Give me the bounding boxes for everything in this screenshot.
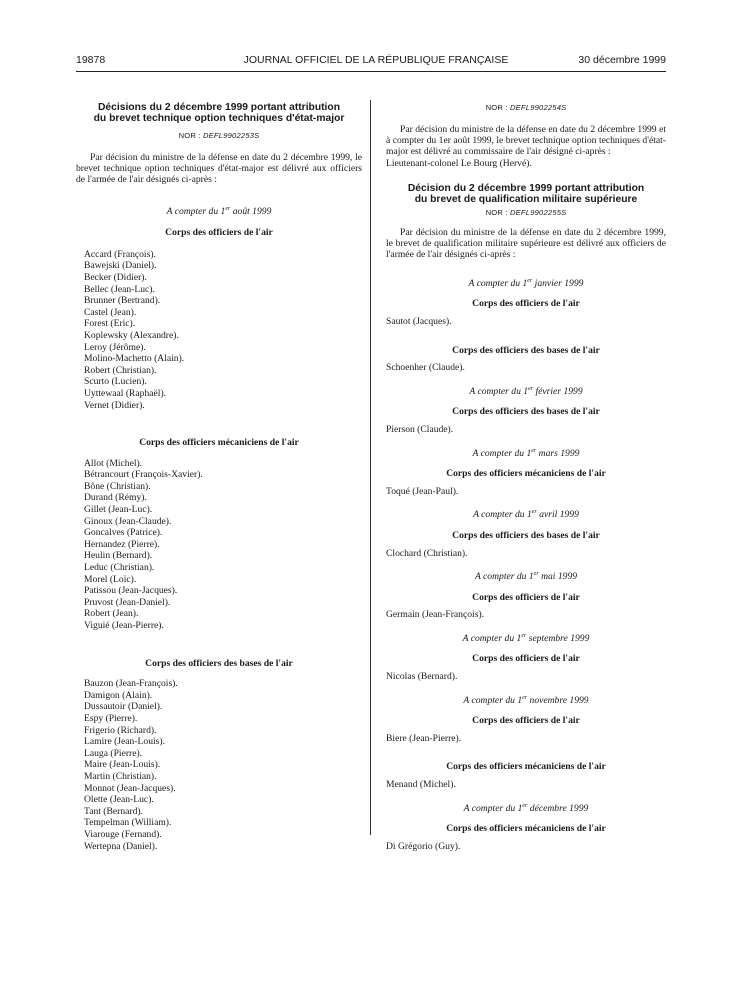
date-sup: er xyxy=(521,632,527,639)
corps-heading: Corps des officiers de l'air xyxy=(165,227,273,239)
left-column xyxy=(76,102,362,852)
officer-name: Espy (Pierre). xyxy=(84,712,138,724)
officer-name: Patissou (Jean-Jacques). xyxy=(84,585,178,597)
officer-name: Martin (Christian). xyxy=(84,770,157,782)
effective-date xyxy=(386,633,666,645)
officer-name: Toqué (Jean-Paul). xyxy=(386,485,459,497)
officer-name: Menand (Michel). xyxy=(386,779,456,791)
officer-name: Morel (Loïc). xyxy=(84,573,137,585)
decision-title-2-line-1: Décision du 2 décembre 1999 portant attribution xyxy=(407,183,645,195)
corps-heading: Corps des officiers des bases de l'air xyxy=(452,406,600,418)
officer-name: Allot (Michel). xyxy=(84,457,143,469)
officer-name: Tant (Bernard). xyxy=(84,805,143,817)
date-sup: er xyxy=(225,205,231,212)
officer-name: Olette (Jean-Luc). xyxy=(84,794,154,806)
officer-name: Accard (François). xyxy=(84,248,156,260)
officer-name: Biere (Jean-Pierre). xyxy=(386,732,462,744)
officer-name: Brunner (Bertrand). xyxy=(84,295,161,307)
date-prefix: A compter du 1 xyxy=(474,571,534,583)
effective-date xyxy=(386,509,666,521)
officer-name: Clochard (Christian). xyxy=(386,547,468,559)
officer-name: Lauga (Pierre). xyxy=(84,747,143,759)
corps-heading: Corps des officiers de l'air xyxy=(472,298,580,310)
officer-name: Robert (Christian). xyxy=(84,364,157,376)
decision-paragraph-1: Par décision du ministre de la défense en date du 2 décembre 1999, le brevet technique option techniques d'état-major est délivré aux officiers de l'armée de l'air désignés ci-après : xyxy=(76,151,362,185)
date-suffix: septembre 1999 xyxy=(526,632,590,644)
officer-name: Hernandez (Pierre). xyxy=(84,538,160,550)
officer-name: Monnot (Jean-Jacques). xyxy=(84,782,176,794)
decision-title-2 xyxy=(386,183,666,205)
officer-name: Molino-Machetto (Alain). xyxy=(84,353,185,365)
officer-name: Durand (Rémy). xyxy=(84,492,147,504)
effective-date xyxy=(386,386,666,398)
corps-heading: Corps des officiers mécaniciens de l'air xyxy=(139,437,299,449)
officer-name: Bétrancourt (François-Xavier). xyxy=(84,469,203,481)
header-rule xyxy=(76,71,666,72)
date-sup: er xyxy=(527,277,533,284)
officer-name: Uyttewaal (Raphaël). xyxy=(84,387,167,399)
person-entry: Lieutenant-colonel Le Bourg (Hervé). xyxy=(386,157,532,169)
decision-paragraph-3: Par décision du ministre de la défense en date du 2 décembre 1999, le brevet de qualification militaire supérieure est délivré aux officiers de l'armée de l'air désignés ci-après : xyxy=(386,226,666,260)
officer-name: Leroy (Jérôme). xyxy=(84,341,146,353)
officer-name: Pruvost (Jean-Daniel). xyxy=(84,596,171,608)
officer-name: Frigerio (Richard). xyxy=(84,724,157,736)
page-number: 19878 xyxy=(76,54,106,66)
date-sup: er xyxy=(528,385,534,392)
decision-paragraph-2: Par décision du ministre de la défense en date du 2 décembre 1999 et à compter du 1er août 1999, le brevet technique option techniques d'état-major est délivré au commissaire de l'air désigné ci-après : xyxy=(386,123,666,157)
nor-code: DEFL9902254S xyxy=(509,103,567,112)
officer-name: Dussautoir (Daniel). xyxy=(84,701,163,713)
effective-date xyxy=(386,803,666,815)
date-suffix: novembre 1999 xyxy=(527,694,589,706)
publication-date: 30 décembre 1999 xyxy=(578,54,666,66)
date-suffix: mai 1999 xyxy=(538,571,578,583)
effective-date xyxy=(386,695,666,707)
officer-name: Maire (Jean-Louis). xyxy=(84,759,161,771)
officer-name: Koplewsky (Alexandre). xyxy=(84,329,179,341)
nor-code: DEFL9902255S xyxy=(509,208,567,218)
officer-name: Ginoux (Jean-Claude). xyxy=(84,515,172,527)
officer-name: Castel (Jean). xyxy=(84,306,137,318)
officer-name: Becker (Didier). xyxy=(84,271,147,283)
officer-name: Damigon (Alain). xyxy=(84,689,153,701)
nor-reference-3 xyxy=(386,207,666,219)
date-sup: er xyxy=(522,802,528,809)
corps-heading: Corps des officiers mécaniciens de l'air xyxy=(446,761,606,773)
date-suffix: avril 1999 xyxy=(536,509,579,521)
officer-name: Sautot (Jacques). xyxy=(386,315,452,327)
date-sup: er xyxy=(522,694,528,701)
corps-heading: Corps des officiers mécaniciens de l'air xyxy=(446,468,606,480)
date-sup: er xyxy=(531,447,537,454)
decision-title-1-line-2: du brevet technique option techniques d'état-major xyxy=(93,113,345,124)
corps-heading: Corps des officiers des bases de l'air xyxy=(452,529,600,541)
corps-heading: Corps des officiers de l'air xyxy=(472,591,580,603)
nor-reference-2 xyxy=(386,102,666,114)
officer-name: Forest (Eric). xyxy=(84,318,136,330)
journal-title: JOURNAL OFFICIEL DE LA RÉPUBLIQUE FRANÇAISE xyxy=(243,54,509,66)
nor-reference-1 xyxy=(76,130,362,142)
date-sup: er xyxy=(533,570,539,577)
officer-name: Nicolas (Bernard). xyxy=(386,671,458,683)
effective-date xyxy=(386,571,666,583)
officer-name: Tempelman (William). xyxy=(84,817,172,829)
date-prefix: A compter du 1 xyxy=(463,802,523,814)
corps-heading: Corps des officiers de l'air xyxy=(472,715,580,727)
date-prefix: A compter du 1 xyxy=(166,205,226,217)
date-suffix: janvier 1999 xyxy=(532,277,584,289)
officer-name: Viguié (Jean-Pierre). xyxy=(84,620,164,631)
date-suffix: février 1999 xyxy=(533,385,583,397)
officer-name: Viarouge (Fernand). xyxy=(84,828,162,840)
date-prefix: A compter du 1 xyxy=(468,277,528,289)
date-suffix: août 1999 xyxy=(230,205,272,217)
date-suffix: mars 1999 xyxy=(536,447,580,459)
officer-name: Lamire (Jean-Louis). xyxy=(84,736,165,748)
corps-heading: Corps des officiers de l'air xyxy=(472,653,580,665)
date-prefix: A compter du 1 xyxy=(472,447,532,459)
officer-name: Bawejski (Daniel). xyxy=(84,260,157,272)
effective-date xyxy=(386,448,666,460)
decision-title-2-line-2: du brevet de qualification militaire supérieure xyxy=(414,194,638,206)
corps-groups xyxy=(76,227,362,852)
nor-label: NOR : xyxy=(485,208,508,218)
nor-code: DEFL9902253S xyxy=(202,131,260,140)
date-prefix: A compter du 1 xyxy=(463,694,523,706)
corps-heading: Corps des officiers des bases de l'air xyxy=(452,344,600,356)
effective-date xyxy=(76,206,362,218)
column-divider xyxy=(370,100,371,835)
officer-name: Scurto (Lucien). xyxy=(84,376,147,388)
date-suffix: décembre 1999 xyxy=(527,802,589,814)
officer-name: Gillet (Jean-Luc). xyxy=(84,504,153,516)
officer-name: Germain (Jean-François). xyxy=(386,609,485,621)
officer-name: Leduc (Christian). xyxy=(84,562,155,574)
effective-date xyxy=(386,278,666,290)
nor-label: NOR : xyxy=(178,131,201,140)
qualification-entries xyxy=(386,278,666,853)
officer-name: Pierson (Claude). xyxy=(386,423,454,435)
corps-heading: Corps des officiers des bases de l'air xyxy=(145,657,293,669)
officer-name: Heulin (Bernard). xyxy=(84,550,153,562)
officer-name: Bauzon (Jean-François). xyxy=(84,678,178,690)
date-prefix: A compter du 1 xyxy=(462,632,522,644)
date-prefix: A compter du 1 xyxy=(473,509,532,521)
officer-name: Vernet (Didier). xyxy=(84,399,145,411)
officer-name: Robert (Jean). xyxy=(84,608,139,620)
date-prefix: A compter du 1 xyxy=(469,385,529,397)
officer-name: Bellec (Jean-Luc). xyxy=(84,283,155,295)
officer-name: Wertepna (Daniel). xyxy=(84,840,158,852)
officer-name: Goncalves (Patrice). xyxy=(84,527,163,539)
officer-name: Bône (Christian). xyxy=(84,480,151,492)
decision-title-1-line-1: Décisions du 2 décembre 1999 portant attribution xyxy=(97,102,341,113)
right-column xyxy=(386,102,666,852)
decision-title-1 xyxy=(76,102,362,124)
nor-label: NOR : xyxy=(485,103,508,112)
date-sup: er xyxy=(531,509,537,516)
officer-name: Schoenher (Claude). xyxy=(386,362,465,374)
officer-name: Di Grégorio (Guy). xyxy=(386,840,461,852)
corps-heading: Corps des officiers mécaniciens de l'air xyxy=(446,823,606,835)
